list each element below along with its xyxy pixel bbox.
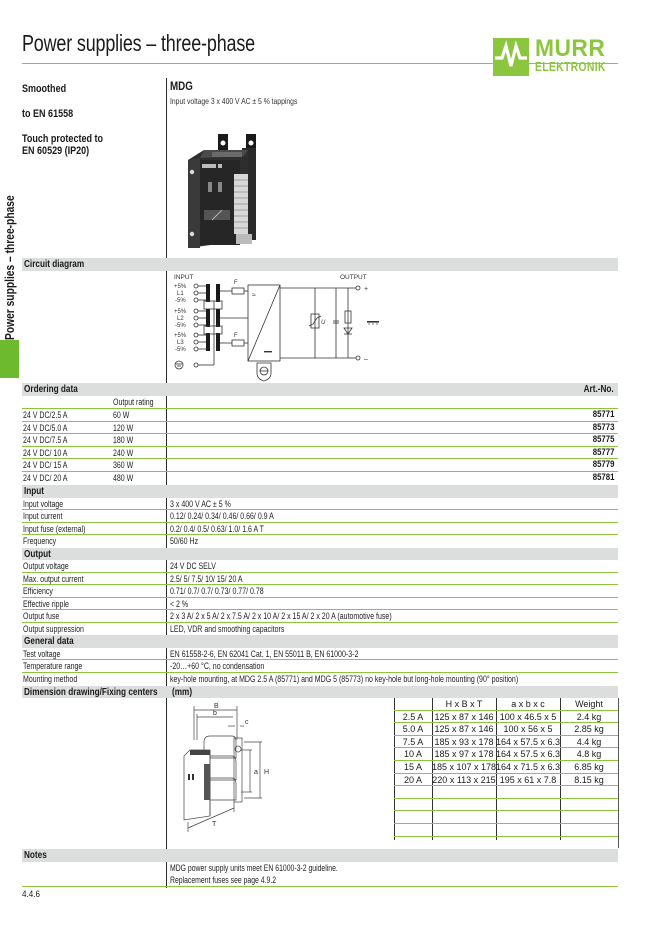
spec-value: key-hole mounting, at MDG 2.5 A (85771) and MDG 5 (85773) no key-hole but long-hole mounting (90° position) [170, 673, 519, 684]
order-art-no: 85781 [592, 472, 614, 483]
dim-row-empty [394, 811, 618, 824]
svg-text:≈: ≈ [252, 292, 256, 299]
spec-value: EN 61558-2-6, EN 62041 Cat. 1, EN 55011 B, EN 61000-3-2 [170, 648, 359, 659]
feature-touch-protected: Touch protected to [22, 133, 104, 145]
spec-row [22, 510, 618, 523]
order-type: 24 V DC/ 15 A [23, 460, 68, 471]
dim-header: Weight [575, 699, 603, 709]
spec-row [22, 660, 618, 673]
spec-value: 50/60 Hz [170, 536, 199, 547]
order-rating: 240 W [113, 447, 134, 458]
spec-value: < 2 % [170, 598, 189, 609]
logo-wordmark: MURR [535, 35, 606, 62]
section-title: General data [24, 636, 74, 647]
section-input [22, 485, 618, 498]
spec-value: -20…+60 °C, no condensation [170, 661, 265, 672]
note-line: Replacement fuses see page 4.9.2 [170, 875, 277, 885]
svg-text:–: – [364, 356, 368, 363]
logo-subtext: ELEKTRONIK [535, 60, 606, 74]
spec-value: 3 x 400 V AC ± 5 % [170, 498, 231, 509]
murr-logo [493, 35, 620, 76]
spec-value: 2 x 3 A/ 2 x 5 A/ 2 x 7.5 A/ 2 x 10 A/ 2 x 15 A/ 2 x 20 A (automotive fuse) [170, 611, 392, 622]
circuit-diagram [168, 271, 428, 383]
svg-text:H: H [264, 769, 270, 776]
spec-label: Output fuse [23, 611, 60, 622]
spec-row [22, 498, 618, 511]
section-title: Ordering data [24, 384, 78, 395]
feature-standard: to EN 61558 [22, 108, 74, 120]
page-number: 4.4.6 [22, 889, 40, 900]
svg-text:+5%: +5% [174, 333, 187, 339]
order-type: 24 V DC/7.5 A [23, 435, 68, 446]
svg-text:L1: L1 [177, 291, 184, 297]
section-circuit-diagram [22, 258, 618, 271]
output-rating-header: Output rating [113, 397, 154, 407]
svg-text:+: + [364, 286, 369, 293]
order-type: 24 V DC/5.0 A [23, 422, 68, 433]
footer-rule [22, 886, 618, 887]
spec-label: Frequency [23, 536, 57, 547]
dim-row-empty [394, 786, 618, 799]
dim-header-row [394, 698, 618, 711]
ordering-row [22, 422, 618, 435]
spec-value: 2.5/ 5/ 7.5/ 10/ 15/ 20 A [170, 573, 243, 584]
dim-row: 15 A 185 x 107 x 178 164 x 71.5 x 6.3 6.85 kg [394, 761, 618, 774]
page-title: Power supplies – three-phase [22, 30, 255, 56]
ordering-row [22, 447, 618, 460]
section-title: Output [24, 548, 51, 560]
dim-row-empty [394, 799, 618, 812]
svg-text:-5%: -5% [175, 347, 186, 353]
product-subtitle: Input voltage 3 x 400 V AC ± 5 % tappings [170, 96, 298, 106]
spec-row [22, 560, 618, 573]
section-notes [22, 849, 618, 862]
dim-row: 5.0 A 125 x 87 x 146 100 x 56 x 5 2.85 kg [394, 723, 618, 736]
spec-row [22, 585, 618, 598]
section-general-data [22, 635, 618, 648]
svg-text:U: U [321, 320, 326, 326]
feature-ip20: EN 60529 (IP20) [22, 145, 90, 157]
spec-row [22, 673, 618, 686]
dim-row: 20 A 220 x 113 x 215 195 x 61 x 7.8 8.15 kg [394, 774, 618, 787]
order-art-no: 85771 [592, 409, 614, 420]
spec-row [22, 623, 618, 636]
order-rating: 180 W [113, 435, 134, 446]
spec-label: Input fuse (external) [23, 523, 86, 534]
section-title: Dimension drawing/Fixing centers [24, 686, 158, 698]
section-title: Input [24, 486, 45, 497]
svg-text:a: a [254, 769, 258, 776]
dim-header: a x b x c [511, 699, 545, 709]
spec-row [22, 610, 618, 623]
spec-row [22, 598, 618, 611]
spec-row [22, 535, 618, 548]
spec-label: Max. output current [23, 573, 84, 584]
dim-row-empty [394, 824, 618, 837]
section-ordering-data [22, 383, 618, 396]
order-type: 24 V DC/ 20 A [23, 473, 68, 483]
side-tab-label: Power supplies – three-phase [3, 195, 17, 340]
section-dimension-drawing [22, 686, 618, 699]
order-art-no: 85773 [592, 421, 614, 433]
logo-wave-icon [493, 38, 529, 76]
spec-label: Input current [23, 511, 63, 522]
order-rating: 360 W [113, 460, 134, 471]
ordering-row [22, 459, 618, 472]
order-art-no: 85775 [592, 434, 614, 446]
dim-row: 10 A 185 x 97 x 178 164 x 57.5 x 6.3 4.8 kg [394, 748, 618, 761]
svg-text:+5%: +5% [174, 309, 187, 315]
ordering-row [22, 434, 618, 447]
order-type: 24 V DC/ 10 A [23, 447, 68, 458]
spec-value: 0.2/ 0.4/ 0.5/ 0.63/ 1.0/ 1.6 A T [170, 523, 264, 534]
spec-value: 0.71/ 0.7/ 0.7/ 0.73/ 0.77/ 0.78 [170, 586, 264, 597]
dimension-table [394, 698, 618, 849]
dimension-drawing [170, 700, 300, 846]
order-rating: 120 W [113, 422, 134, 433]
dim-right-border [618, 698, 619, 848]
spec-value: LED, VDR and smoothing capacitors [170, 624, 285, 634]
product-photo [168, 130, 298, 258]
svg-text:F: F [234, 333, 238, 339]
dim-row: 7.5 A 185 x 93 x 178 164 x 57.5 x 6.3 4.4 kg [394, 736, 618, 749]
order-rating: 60 W [113, 410, 130, 420]
spec-row [22, 573, 618, 586]
svg-text:b: b [213, 710, 217, 717]
order-rating: 480 W [113, 473, 134, 483]
section-output [22, 548, 618, 561]
spec-label: Output voltage [23, 561, 69, 571]
product-name: MDG [170, 81, 193, 93]
ordering-row [22, 472, 618, 485]
side-tab-marker [0, 340, 19, 378]
spec-label: Efficiency [23, 586, 53, 597]
unit-label: (mm) [172, 686, 193, 698]
svg-text:-5%: -5% [175, 323, 186, 329]
spec-label: Test voltage [23, 648, 61, 659]
circuit-input-label: INPUT [174, 274, 194, 281]
note-line: MDG power supply units meet EN 61000-3-2 guideline. [170, 863, 338, 873]
spec-label: Input voltage [23, 498, 64, 509]
ordering-row [22, 409, 618, 422]
dim-row: 2.5 A 125 x 87 x 146 100 x 46.5 x 5 2.4 kg [394, 711, 618, 724]
svg-text:T: T [212, 821, 217, 828]
section-title: Circuit diagram [24, 259, 85, 270]
svg-text:c: c [245, 719, 249, 726]
section-title: Notes [24, 850, 47, 861]
ordering-header-row [22, 396, 618, 409]
spec-row [22, 523, 618, 536]
circuit-output-label: OUTPUT [340, 274, 367, 281]
svg-text:F: F [234, 280, 238, 286]
spec-label: Effective ripple [23, 598, 69, 609]
spec-value: 0.12/ 0.24/ 0.34/ 0.46/ 0.66/ 0.9 A [170, 511, 274, 522]
spec-label: Output suppression [23, 624, 84, 634]
spec-value: 24 V DC SELV [170, 561, 216, 571]
order-type: 24 V DC/2.5 A [23, 410, 68, 420]
svg-text:+5%: +5% [174, 284, 187, 290]
dim-header: H x B x T [445, 699, 483, 709]
svg-text:-5%: -5% [175, 298, 186, 304]
spec-label: Mounting method [23, 673, 78, 684]
spec-row [22, 648, 618, 661]
svg-text:L2: L2 [177, 316, 184, 322]
dim-row-empty [394, 837, 618, 850]
svg-text:B: B [214, 703, 219, 710]
svg-text:L3: L3 [177, 340, 184, 346]
feature-smoothed: Smoothed [22, 83, 67, 95]
order-art-no: 85779 [592, 459, 614, 471]
order-art-no: 85777 [592, 446, 614, 458]
spec-label: Temperature range [23, 661, 83, 672]
art-no-header: Art.-No. [583, 384, 614, 395]
